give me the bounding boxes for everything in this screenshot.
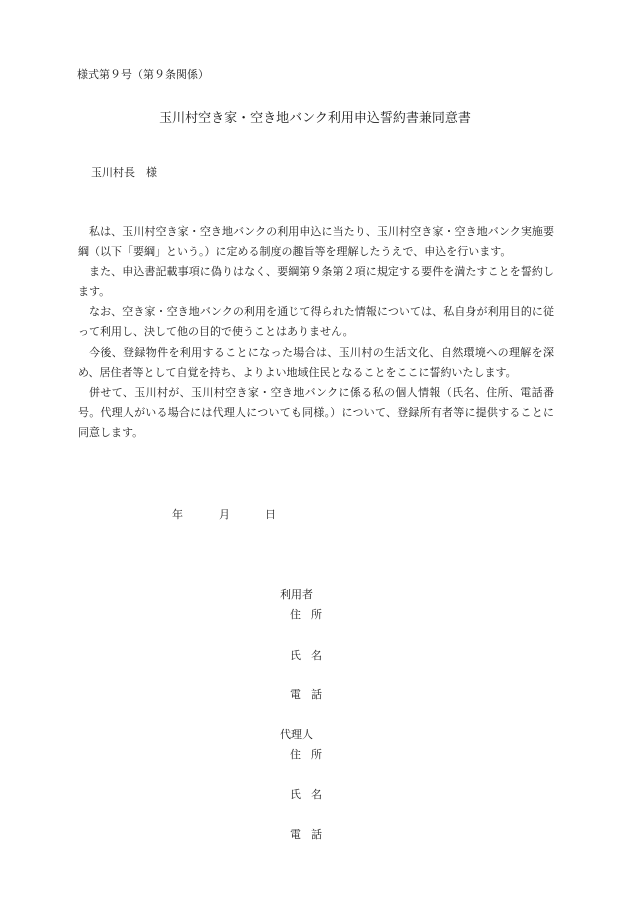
form-number: 様式第９号（第９条関係）: [77, 68, 209, 81]
body-text: [78, 222, 554, 443]
date-month-label: 月: [219, 508, 230, 521]
paragraph-resident-pledge: 今後、登録物件を利用することになった場合は、玉川村の生活文化、自然環境への理解を深め、居住者等として自覚を持ち、よりよい地域住民となることをここに誓約いたします。: [78, 345, 554, 379]
user-name-label: 氏名: [290, 649, 332, 662]
agent-heading: 代理人: [280, 728, 313, 741]
agent-address-label: 住所: [290, 748, 332, 761]
user-address-label: 住所: [290, 608, 332, 621]
agent-phone-label: 電話: [290, 828, 332, 841]
user-phone-label: 電話: [290, 688, 332, 701]
paragraph-declaration: また、申込書記載事項に偽りはなく、要綱第９条第２項に規定する要件を満たすことを誓約します。: [78, 265, 554, 299]
agent-name-label: 氏名: [290, 788, 332, 801]
paragraph-application: 私は、玉川村空き家・空き地バンクの利用申込に当たり、玉川村空き家・空き地バンク実施要綱（以下「要綱」という。）に定める制度の趣旨等を理解したうえで、申込を行います。: [78, 225, 554, 259]
date-day-label: 日: [265, 508, 276, 521]
addressee: 玉川村長 様: [91, 166, 157, 179]
paragraph-information-use: なお、空き家・空き地バンクの利用を通じて得られた情報については、私自身が利用目的に従って利用し、決して他の目的で使うことはありません。: [78, 305, 554, 339]
date-year-label: 年: [172, 508, 183, 521]
paragraph-consent: 併せて、玉川村が、玉川村空き家・空き地バンクに係る私の個人情報（氏名、住所、電話番号。代理人がいる場合には代理人についても同様。）について、登録所有者等に提供することに同意します。: [78, 385, 554, 439]
document-title: 玉川村空き家・空き地バンク利用申込誓約書兼同意書: [159, 111, 471, 126]
user-heading: 利用者: [280, 588, 313, 601]
